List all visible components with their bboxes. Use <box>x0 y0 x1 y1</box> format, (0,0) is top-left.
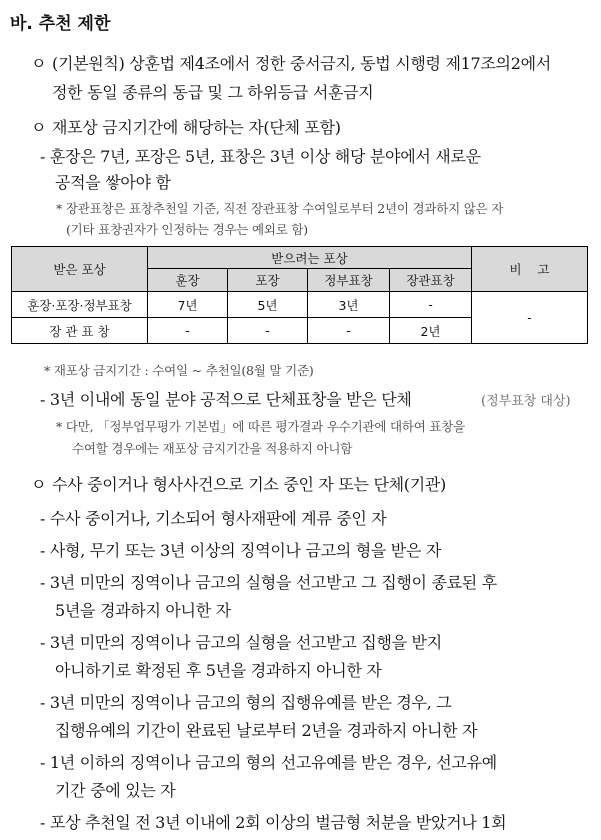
item3-bullet: ㅇ <box>31 475 47 494</box>
item2-sub1-line1: - 훈장은 7년, 포장은 5년, 표창은 3년 이상 해당 분야에서 새로운 <box>40 147 481 166</box>
item3-title: 수사 중이거나 형사사건으로 기소 중인 자 또는 단체(기관) <box>52 475 446 494</box>
note3-line1: * 다만, 「정부업무평가 기본법」에 따른 평가결과 우수기관에 대하여 표창을 <box>56 419 465 434</box>
item3-line: 5년을 경과하지 아니한 자 <box>55 601 231 620</box>
item2-bullet: ㅇ <box>31 118 47 137</box>
item2-note1-line2: (기타 표창권자가 인정하는 경우는 예외로 함) <box>66 222 308 237</box>
item3-line: - 3년 미만의 징역이나 금고의 실형을 선고받고 그 집행이 종료된 후 <box>40 573 497 592</box>
table-cell: - <box>308 318 390 344</box>
table-cell: - <box>148 318 228 344</box>
sub2-text: - 3년 이내에 동일 분야 공적으로 단체표창을 받은 단체 <box>40 390 412 409</box>
remark-cell: - <box>472 292 588 344</box>
item3-line: 아니하기로 확정된 후 5년을 경과하지 아니한 자 <box>55 661 382 680</box>
award-restriction-table <box>11 246 588 344</box>
table-row <box>12 292 588 318</box>
item3-line: - 수사 중이거나, 기소되어 형사재판에 계류 중인 자 <box>40 509 387 528</box>
item3-line: - 포상 추천일 전 3년 이내에 2회 이상의 벌금형 처분을 받았거나 1회 <box>40 813 507 832</box>
table-cell: 3년 <box>308 292 390 318</box>
item3-line: - 3년 미만의 징역이나 금고의 실형을 선고받고 집행을 받지 <box>40 633 442 652</box>
item1-line2: 정한 동일 종류의 동급 및 그 하위등급 서훈금지 <box>52 83 374 102</box>
item1-bullet: ㅇ <box>31 54 47 73</box>
item2-title: 재포상 금지기간에 해당하는 자(단체 포함) <box>52 118 341 137</box>
table-cell: 7년 <box>148 292 228 318</box>
subheader-minister-commendation: 장관표창 <box>390 269 472 292</box>
header-to-receive: 받으려는 포상 <box>148 247 472 269</box>
item1-line1: (기본원칙) 상훈법 제4조에서 정한 중서금지, 동법 시행령 제17조의2에서 <box>52 54 551 73</box>
item3-line: - 사형, 무기 또는 3년 이상의 징역이나 금고의 형을 받은 자 <box>40 541 442 560</box>
subheader-government-commendation: 정부표창 <box>308 269 390 292</box>
sub2-tag: (정부표창 대상) <box>481 394 571 409</box>
table-cell: - <box>228 318 308 344</box>
table-cell: - <box>390 292 472 318</box>
item3-line: 집행유예의 기간이 완료된 날로부터 2년을 경과하지 아니한 자 <box>55 721 478 740</box>
section-title: 바. 추천 제한 <box>10 14 111 34</box>
header-remark: 비 고 <box>472 247 588 292</box>
row-label: 훈장·포장·정부표창 <box>12 292 148 318</box>
item3-line: - 3년 미만의 징역이나 금고의 형의 집행유예를 받은 경우, 그 <box>40 693 452 712</box>
subheader-medal: 훈장 <box>148 269 228 292</box>
item2-sub1-line2: 공적을 쌓아야 함 <box>55 173 171 192</box>
subheader-badge: 포장 <box>228 269 308 292</box>
item2-note1-line1: * 장관표창은 표창추천일 기준, 직전 장관표창 수여일로부터 2년이 경과하지 않은 자 <box>56 201 504 216</box>
table-cell: 5년 <box>228 292 308 318</box>
note3-line2: 수여할 경우에는 재포상 금지기간을 적용하지 아니함 <box>72 441 353 456</box>
note2: * 재포상 금지기간 : 수여일 ~ 추천일(8월 말 기준) <box>44 363 314 378</box>
table-cell: 2년 <box>390 318 472 344</box>
item3-line: - 1년 이하의 징역이나 금고의 형의 선고유예를 받은 경우, 선고유예 <box>40 753 497 772</box>
row-label: 장 관 표 창 <box>12 318 148 344</box>
header-received: 받은 포상 <box>12 247 148 292</box>
item3-line: 기간 중에 있는 자 <box>55 781 176 800</box>
